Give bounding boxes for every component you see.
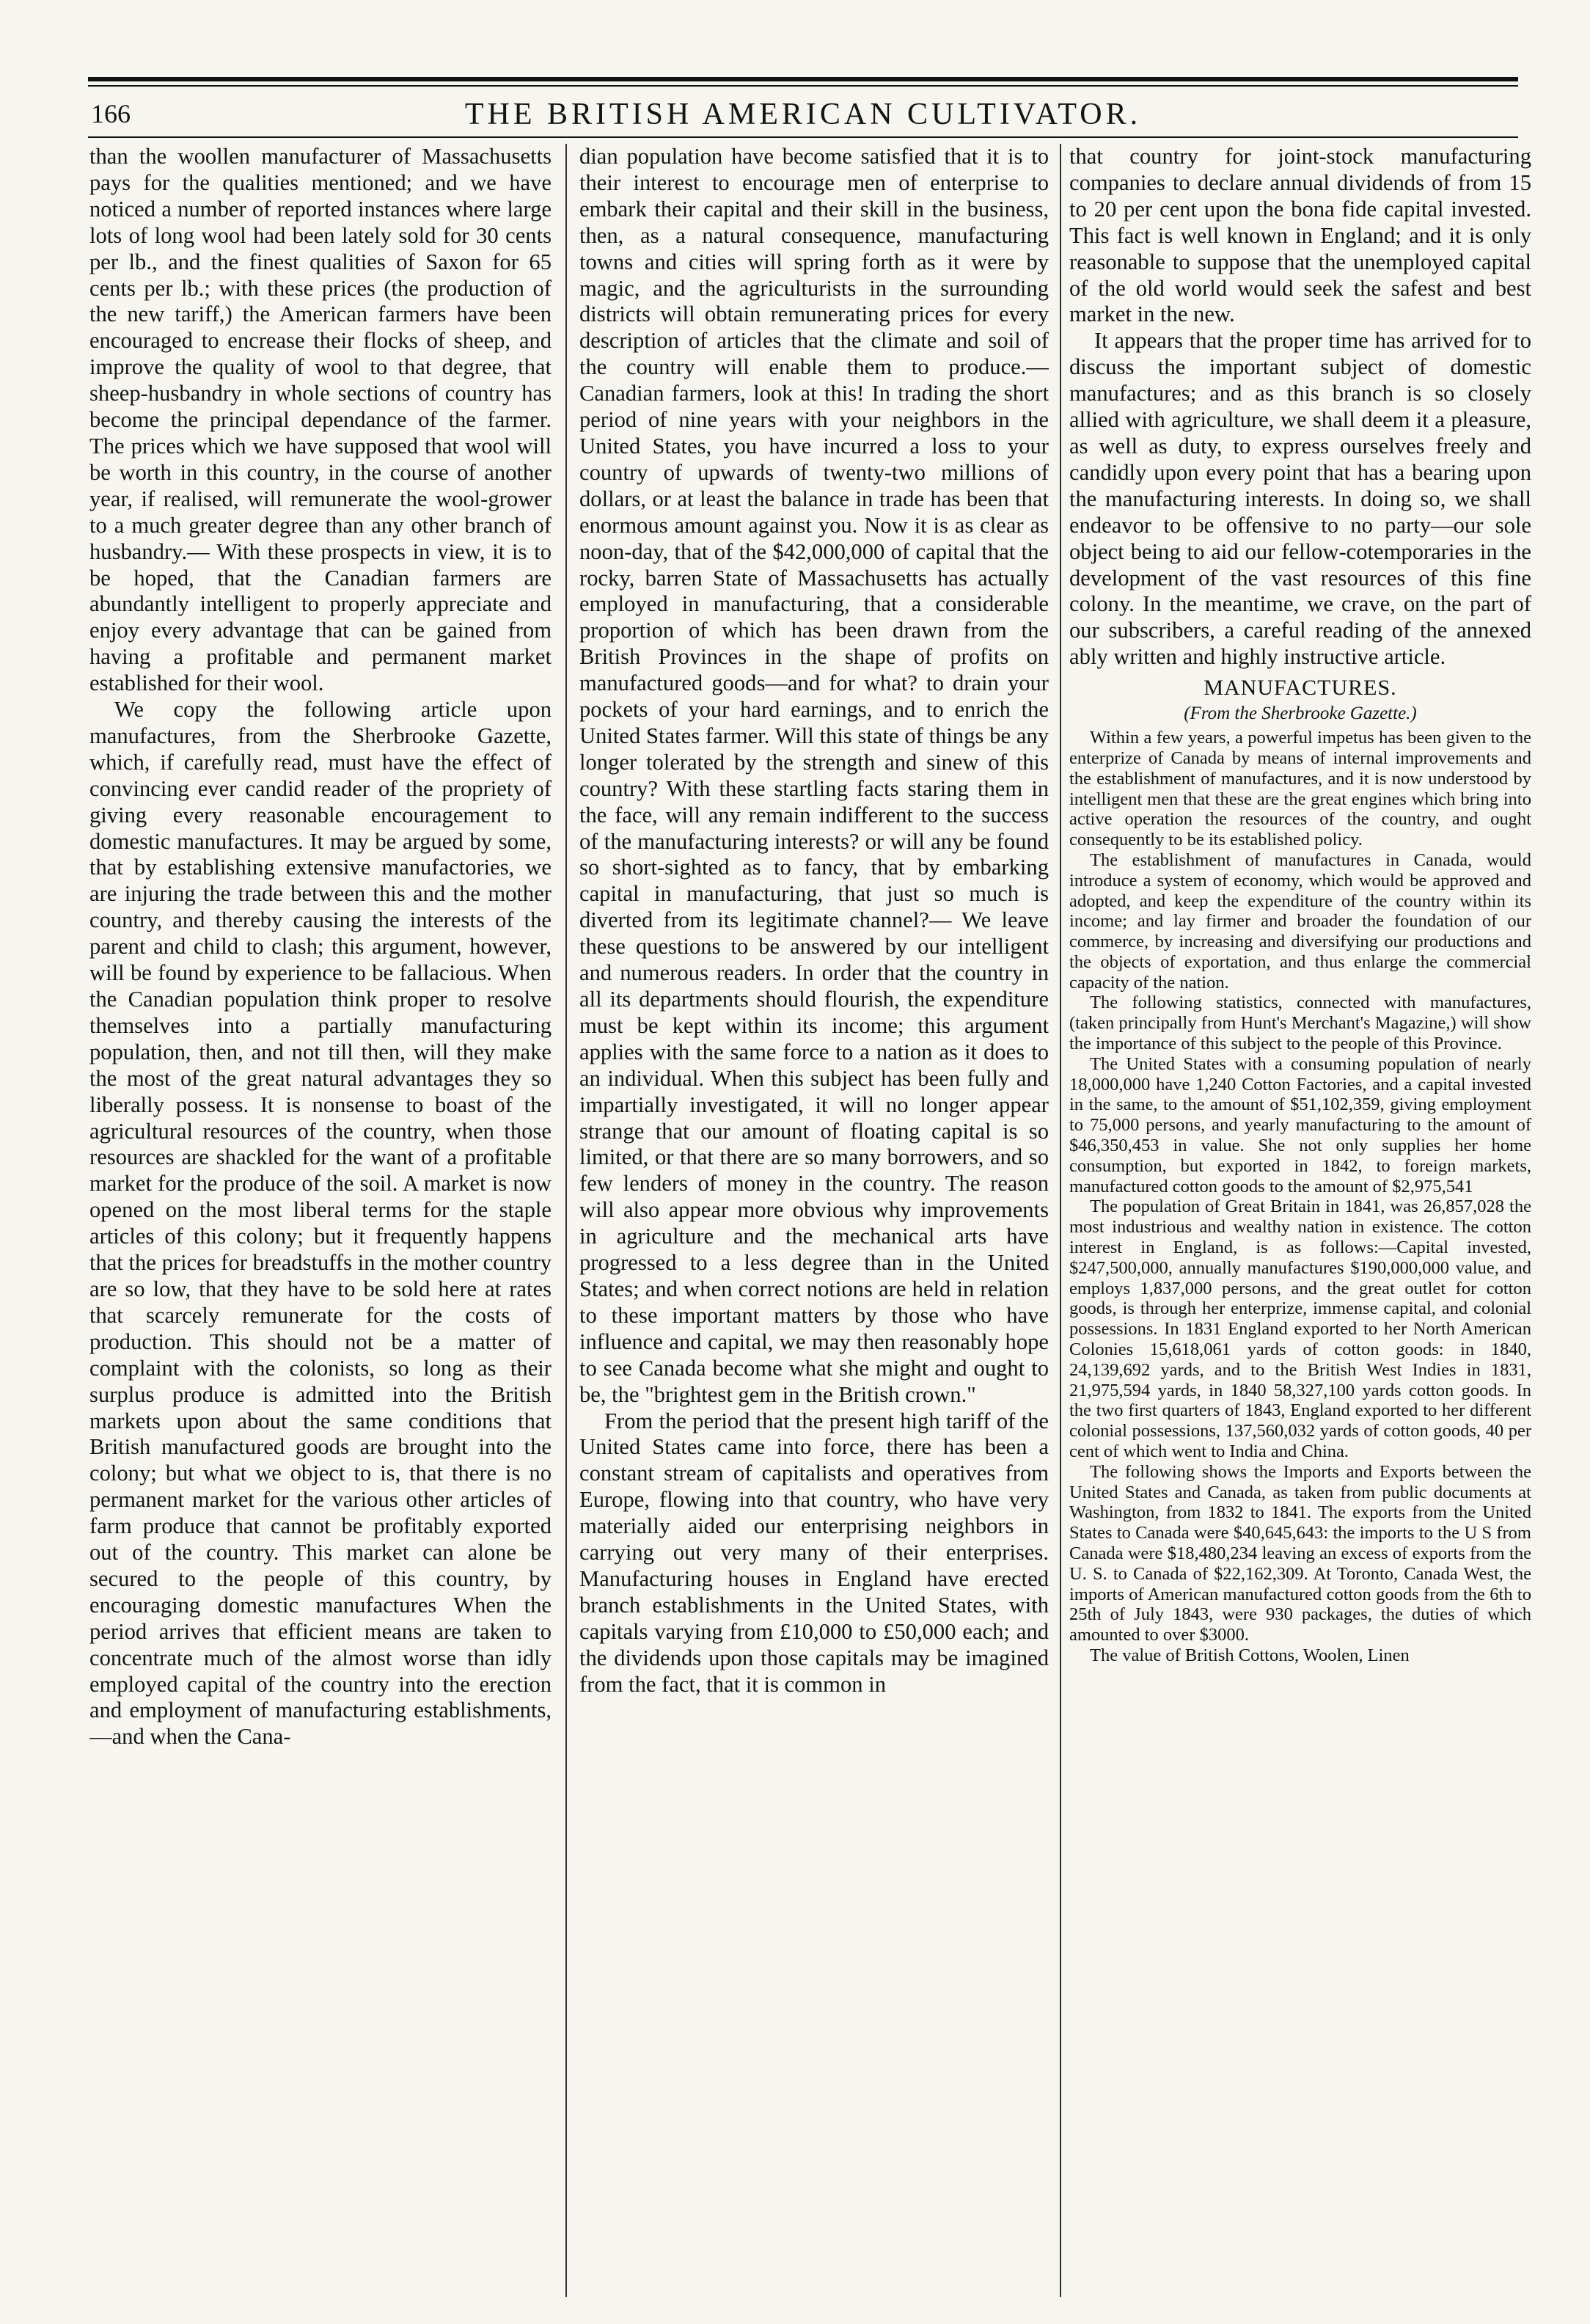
column-3: [1069, 144, 1531, 2301]
paragraph: It appears that the proper time has arrived for to discuss the important subject of domestic manufactures; and as this branch is so closely allied with agriculture, we shall deem it a pleasure, as well as duty, to express ourselves freely and candidly upon every point that has a bearing upon the manufacturing interests. In doing so, we shall endeavor to be offensive to no party—our sole object being to aid our fellow-cotemporaries in the development of the vast resources of this fine colony. In the meantime, we crave, on the part of our subscribers, a careful reading of the annexed ably written and highly instructive article.: [1069, 328, 1531, 670]
paragraph: The following statistics, connected with manufactures, (taken principally from Hunt's Merchant's Magazine,) will show the importance of this subject to the people of this Province.: [1069, 993, 1531, 1054]
paragraph: The United States with a consuming population of nearly 18,000,000 have 1,240 Cotton Factories, and a capital invested in the same, to the amount of $51,102,359, giving employment to 75,000 persons, and yearly manufacturing to the amount of $46,350,453 in value. She not only supplies her home consumption, but exported in 1842, to foreign markets, manufactured cotton goods to the amount of $2,975,541: [1069, 1053, 1531, 1196]
journal-title: THE BRITISH AMERICAN CULTIVATOR.: [464, 98, 1142, 131]
article-heading: MANUFACTURES.: [1204, 676, 1397, 701]
article-body: [1069, 728, 1531, 1666]
article-source: (From the Sherbrooke Gazette.): [1184, 704, 1417, 724]
paragraph: The value of British Cottons, Woolen, Linen: [1090, 1645, 1410, 1665]
column-2: [579, 144, 1049, 2301]
column-1: [89, 144, 552, 2301]
paragraph: Within a few years, a powerful impetus has been given to the enterprize of Canada by means of internal improvements and the establishment of manufactures, and it is now understood by intelligent men that these are the great engines which bring into active operation the resources of the country, and ought consequently to be its established policy.: [1069, 728, 1531, 850]
top-rule: [88, 77, 1518, 81]
paragraph: that country for joint-stock manufacturing companies to declare annual dividends of from 15 to 20 per cent upon the bona fide capital invested. This fact is well known in England; and it is only reasonable to suppose that the unemployed capital of the old world would seek the safest and best market in the new.: [1069, 144, 1531, 327]
paragraph: The following shows the Imports and Exports between the United States and Canada, as taken from public documents at Washington, from 1832 to 1841. The exports from the United States to Canada were $40,645,643: the imports to the U S from Canada were $18,480,234 leaving an excess of exports from the U. S. to Canada of $22,162,309. At Toronto, Canada West, the imports of American manufactured cotton goods from the 6th to 25th of July 1843, were 930 packages, the duties of which amounted to over $3000.: [1069, 1461, 1531, 1645]
paragraph: than the woollen manufacturer of Massachusetts pays for the qualities mentioned; and we have noticed a number of reported instances where large lots of long wool had been lately sold for 30 cents per lb., and the finest qualities of Saxon for 65 cents per lb.; with these prices (the production of the new tariff,) the American farmers have been encouraged to encrease their flocks of sheep, and improve the quality of wool to that degree, that sheep-husbandry in whole sections of country has become the principal dependance of the farmer. The prices which we have supposed that wool will be worth in this country, in the course of another year, if realised, will remunerate the wool-grower to a much greater degree than any other branch of husbandry.— With these prospects in view, it is to be hoped, that the Canadian farmers are abundantly intelligent to properly appreciate and enjoy every advantage that can be gained from having a profitable and permanent market established for their wool.: [89, 144, 552, 696]
column-divider: [1060, 144, 1061, 2297]
paragraph: The establishment of manufactures in Canada, would introduce a system of economy, which would be approved and adopted, and keep the expenditure of the country within its income; and lay firmer and broader the foundation of our commerce, by increasing and diversifying our productions and the objects of exportation, and thus enlarge the commercial capacity of the nation.: [1069, 849, 1531, 993]
page-header: [88, 94, 1518, 135]
page-number: 166: [91, 99, 131, 128]
paragraph: From the period that the present high tariff of the United States came into force, there has been a constant stream of capitalists and operatives from Europe, flowing into that country, who have very materially aided our enterprising neighbors in carrying out very many of their enterprises. Manufacturing houses in England have erected branch establishments in the United States, with capitals varying from £10,000 to £50,000 each; and the dividends upon those capitals may be imagined from the fact, that it is common in: [579, 1408, 1049, 1697]
header-rule: [88, 136, 1518, 138]
paragraph: We copy the following article upon manufactures, from the Sherbrooke Gazette, which, if carefully read, must have the effect of convincing ever candid reader of the propriety of giving every reasonable encouragement to domestic manufactures. It may be argued by some, that by establishing extensive manufactories, we are injuring the trade between this and the mother country, and thereby causing the interests of the parent and child to clash; this argument, however, will be found by experience to be fallacious. When the Canadian population think proper to resolve themselves into a partially manufacturing population, then, and not till then, will they make the most of the great natural advantages they so liberally possess. It is nonsense to boast of the agricultural resources of the country, when those resources are shackled for the want of a profitable market for the produce of the soil. A market is now opened on the most liberal terms for the staple articles of this colony; but it frequently happens that the prices for breadstuffs in the mother country are so low, that they have to be sold here at rates that scarcely remunerate for the costs of production. This should not be a matter of complaint with the colonists, so long as their surplus produce is admitted into the British markets upon about the same conditions that British manufactured goods are brought into the colony; but what we object to is, that there is no permanent market for the various other articles of farm produce that cannot be profitably exported out of the country. This market can alone be secured to the people of this country, by encouraging domestic manufactures When the period arrives that efficient means are taken to concentrate much of the almost worse than idly employed capital of the country into the erection and employment of manufacturing establishments,—and when the Cana-: [89, 697, 552, 1750]
column-divider: [565, 144, 567, 2297]
paragraph: The population of Great Britain in 1841, was 26,857,028 the most industrious and wealthy nation in existence. The cotton interest in England, is as follows:—Capital invested, $247,500,000, annually manufactures $190,000,000 value, and employs 1,837,000 persons, and the great outlet for cotton goods, is through her enterprize, immense capital, and colonial possessions. In 1831 England exported to her North American Colonies 15,618,061 yards of cotton goods: in 1840, 24,139,692 yards, and to the British West Indies in 1831, 21,975,594 yards, in 1840 58,327,100 yards cotton goods. In the two first quarters of 1843, England exported to her different colonial possessions, 137,560,032 yards of cotton goods, 40 per cent of which went to India and China.: [1069, 1196, 1531, 1462]
top-rule-thin: [88, 85, 1518, 87]
paragraph: dian population have become satisfied that it is to their interest to encourage men of enterprise to embark their capital and their skill in the business, then, as a natural consequence, manufacturing towns and cities will spring forth as it were by magic, and the agriculturists in the surrounding districts will obtain remunerating prices for every description of articles that the climate and soil of the country will enable them to produce.— Canadian farmers, look at this! In trading the short period of nine years with your neighbors in the United States, you have incurred a loss to your country of upwards of twenty-two millions of dollars, or at least the balance in trade has been that enormous amount against you. Now it is as clear as noon-day, that of the $42,000,000 of capital that the rocky, barren State of Massachusetts has actually employed in manufacturing, that a considerable proportion of which has been drawn from the British Provinces in the shape of profits on manufactured goods—and for what? to drain your pockets of your hard earnings, and to enrich the United States farmer. Will this state of things be any longer tolerated by the strength and sinew of this country? With these startling facts staring them in the face, will any remain indifferent to the success of the manufacturing interests? or will any be found so short-sighted as to fancy, that by embarking capital in manufacturing, that just so much is diverted from its legitimate channel?— We leave these questions to be answered by our intelligent and numerous readers. In order that the country in all its departments should flourish, the expenditure must be kept within its income; this argument applies with the same force to a nation as it does to an individual. When this subject has been fully and impartially investigated, it will no longer appear strange that our amount of floating capital is so limited, or that there are so many borrowers, and so few lenders of money in the country. The reason will also appear more obvious why improvements in agriculture and the mechanical arts have progressed to a less degree than in the United States; and when correct notions are held in relation to these important matters by those who have influence and capital, we may then reasonably hope to see Canada become what she might and ought to be, the "brightest gem in the British crown.": [579, 144, 1049, 1407]
